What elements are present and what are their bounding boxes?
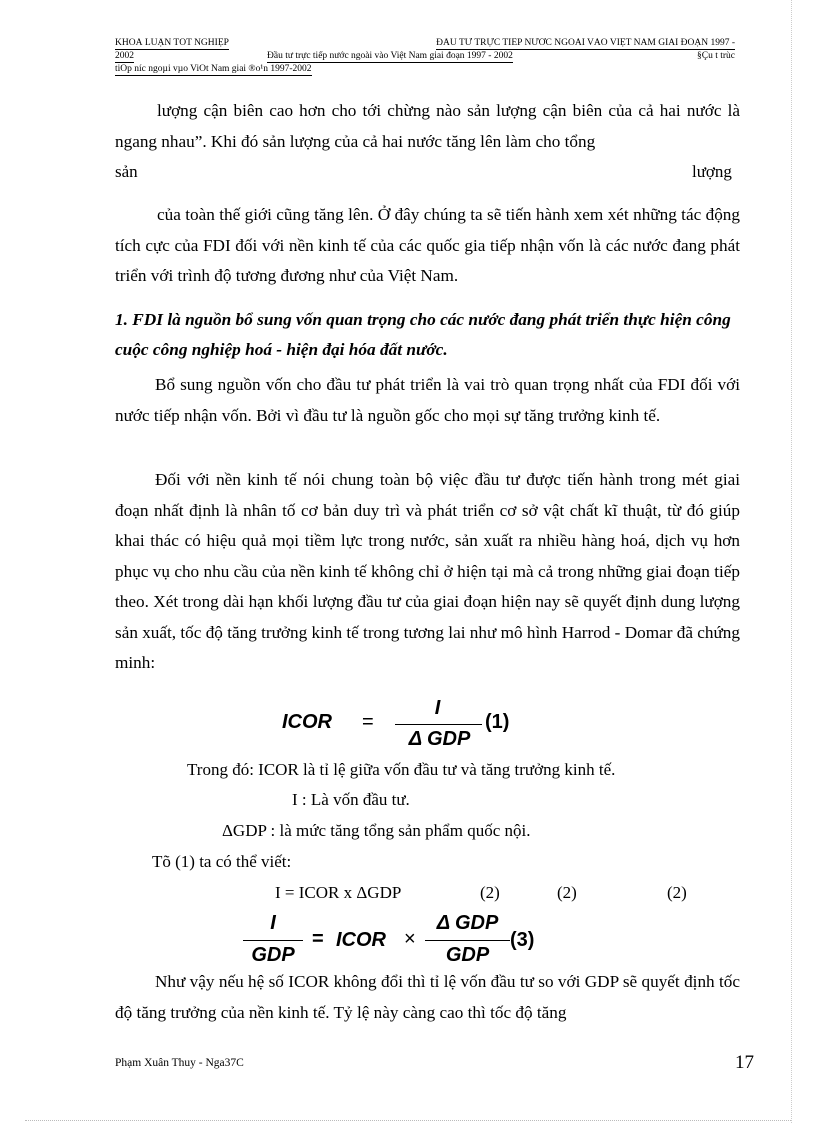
equation-2-label: (2) [557, 883, 577, 902]
formula3-eq: = [312, 928, 324, 950]
formula3-den1: GDP [251, 944, 295, 966]
formula1-numerator: I [434, 697, 441, 719]
formula1-denominator: Δ GDP [408, 728, 471, 750]
definition-icor: Trong đó: ICOR là tỉ lệ giữa vốn đầu tư và tăng trưởng kinh tế. [187, 760, 616, 779]
paragraph-1: lượng cận biên cao hơn cho tới chừng nào sản lượng cận biên của cả hai nước là ngang nhau”. Khi đó sản lượng của cả hai nước tăng lên làm cho tổng [115, 101, 740, 151]
header-left: KHOÁ LUẬN TỐT NGHIỆP [115, 38, 229, 48]
formula1-eq: = [362, 711, 374, 733]
paragraph-2: của toàn thế giới cũng tăng lên. Ở đây chúng ta sẽ tiến hành xem xét những tác động tích cực của FDI đối với nền kinh tế của các quốc gia tiếp nhận vốn là các nước đang phát triển với trình độ tương đương như của Việt Nam. [115, 205, 740, 285]
header-right: ĐẦU TƯ TRỰC TIẾP NƯỚC NGOÀI VÀO VIỆT NAM GIAI ĐOẠN 1997 - [436, 38, 735, 48]
paragraph-5: Như vậy nếu hệ số ICOR không đổi thì tỉ lệ vốn đầu tư so với GDP sẽ quyết định tốc độ tăng trưởng của nền kinh tế. Tỷ lệ này càng cao thì tốc độ tăng [115, 972, 740, 1022]
page-bottom-border [25, 1120, 791, 1121]
running-header [115, 38, 735, 50]
header-line3: tiÕp níc ngoµi vµo ViÖt Nam giai ®o¹n 1997-2002 [115, 64, 312, 74]
running-header-line3 [115, 64, 735, 76]
formula1-lhs: ICOR [282, 711, 332, 733]
paragraph-3: Bổ sung nguồn vốn cho đầu tư phát triển là vai trò quan trọng nhất của FDI đối với nước tiếp nhận vốn. Bởi vì đầu tư là nguồn gốc cho mọi sự tăng trưởng kinh tế. [115, 375, 740, 425]
equation-2: I = ICOR x ΔGDP [275, 883, 402, 902]
formula3-bar2 [425, 940, 510, 941]
page-number: 17 [735, 1052, 754, 1073]
header-line2-left: 2002 [115, 51, 134, 61]
equation-2-label: (2) [480, 883, 500, 902]
formula3-bar1 [243, 940, 303, 941]
formula3-num1: I [270, 912, 276, 934]
footer-author: Phạm Xuân Thuy - Nga37C [115, 1057, 244, 1069]
formula3-label: (3) [510, 929, 535, 951]
paragraph-1-word-right: lượng [692, 162, 732, 181]
equation-2-label: (2) [667, 883, 687, 902]
from-equation-text: Tõ (1) ta có thể viết: [152, 852, 292, 871]
header-line2-mid: Đầu tư trực tiếp nước ngoài vào Việt Nam giai đoạn 1997 - 2002 [267, 51, 513, 61]
formula3-times: × [404, 928, 416, 950]
formula3-num2: Δ GDP [436, 912, 499, 934]
formula3-icor: ICOR [336, 929, 386, 951]
formula1-label: (1) [485, 711, 510, 733]
paragraph-1-word-left: sản [115, 162, 138, 181]
page-right-border [791, 0, 792, 1123]
header-line2-right: §Çu t trùc [697, 51, 735, 61]
section-heading: 1. FDI là nguồn bổ sung vốn quan trọng cho các nước đang phát triển thực hiện công cuộc công nghiệp hoá - hiện đại hóa đất nước. [115, 310, 731, 359]
running-header-line2 [115, 51, 735, 63]
definition-delta-gdp: ΔGDP : là mức tăng tổng sản phẩm quốc nội. [222, 821, 531, 840]
definition-i: I : Là vốn đầu tư. [292, 790, 410, 809]
paragraph-4: Đối với nền kinh tế nói chung toàn bộ việc đầu tư được tiến hành trong mét giai đoạn nhất định là nhân tố cơ bản duy trì và phát triển cơ sở vật chất kĩ thuật, từ đó giúp khai thác có hiệu quả mọi tiềm lực trong nước, sản xuất ra nhiều hàng hoá, dịch vụ hơn phục vụ cho nhu cầu của nền kinh tế không chỉ ở hiện tại mà cả trong những giai đoạn tiếp theo. Xét trong dài hạn khối lượng đầu tư của giai đoạn hiện nay sẽ quyết định dung lượng sản xuất, tốc độ tăng trưởng kinh tế trong tương lai như mô hình Harrod - Domar đã chứng minh: [115, 470, 740, 672]
formula1-bar [395, 724, 482, 725]
formula3-den2: GDP [445, 944, 490, 966]
